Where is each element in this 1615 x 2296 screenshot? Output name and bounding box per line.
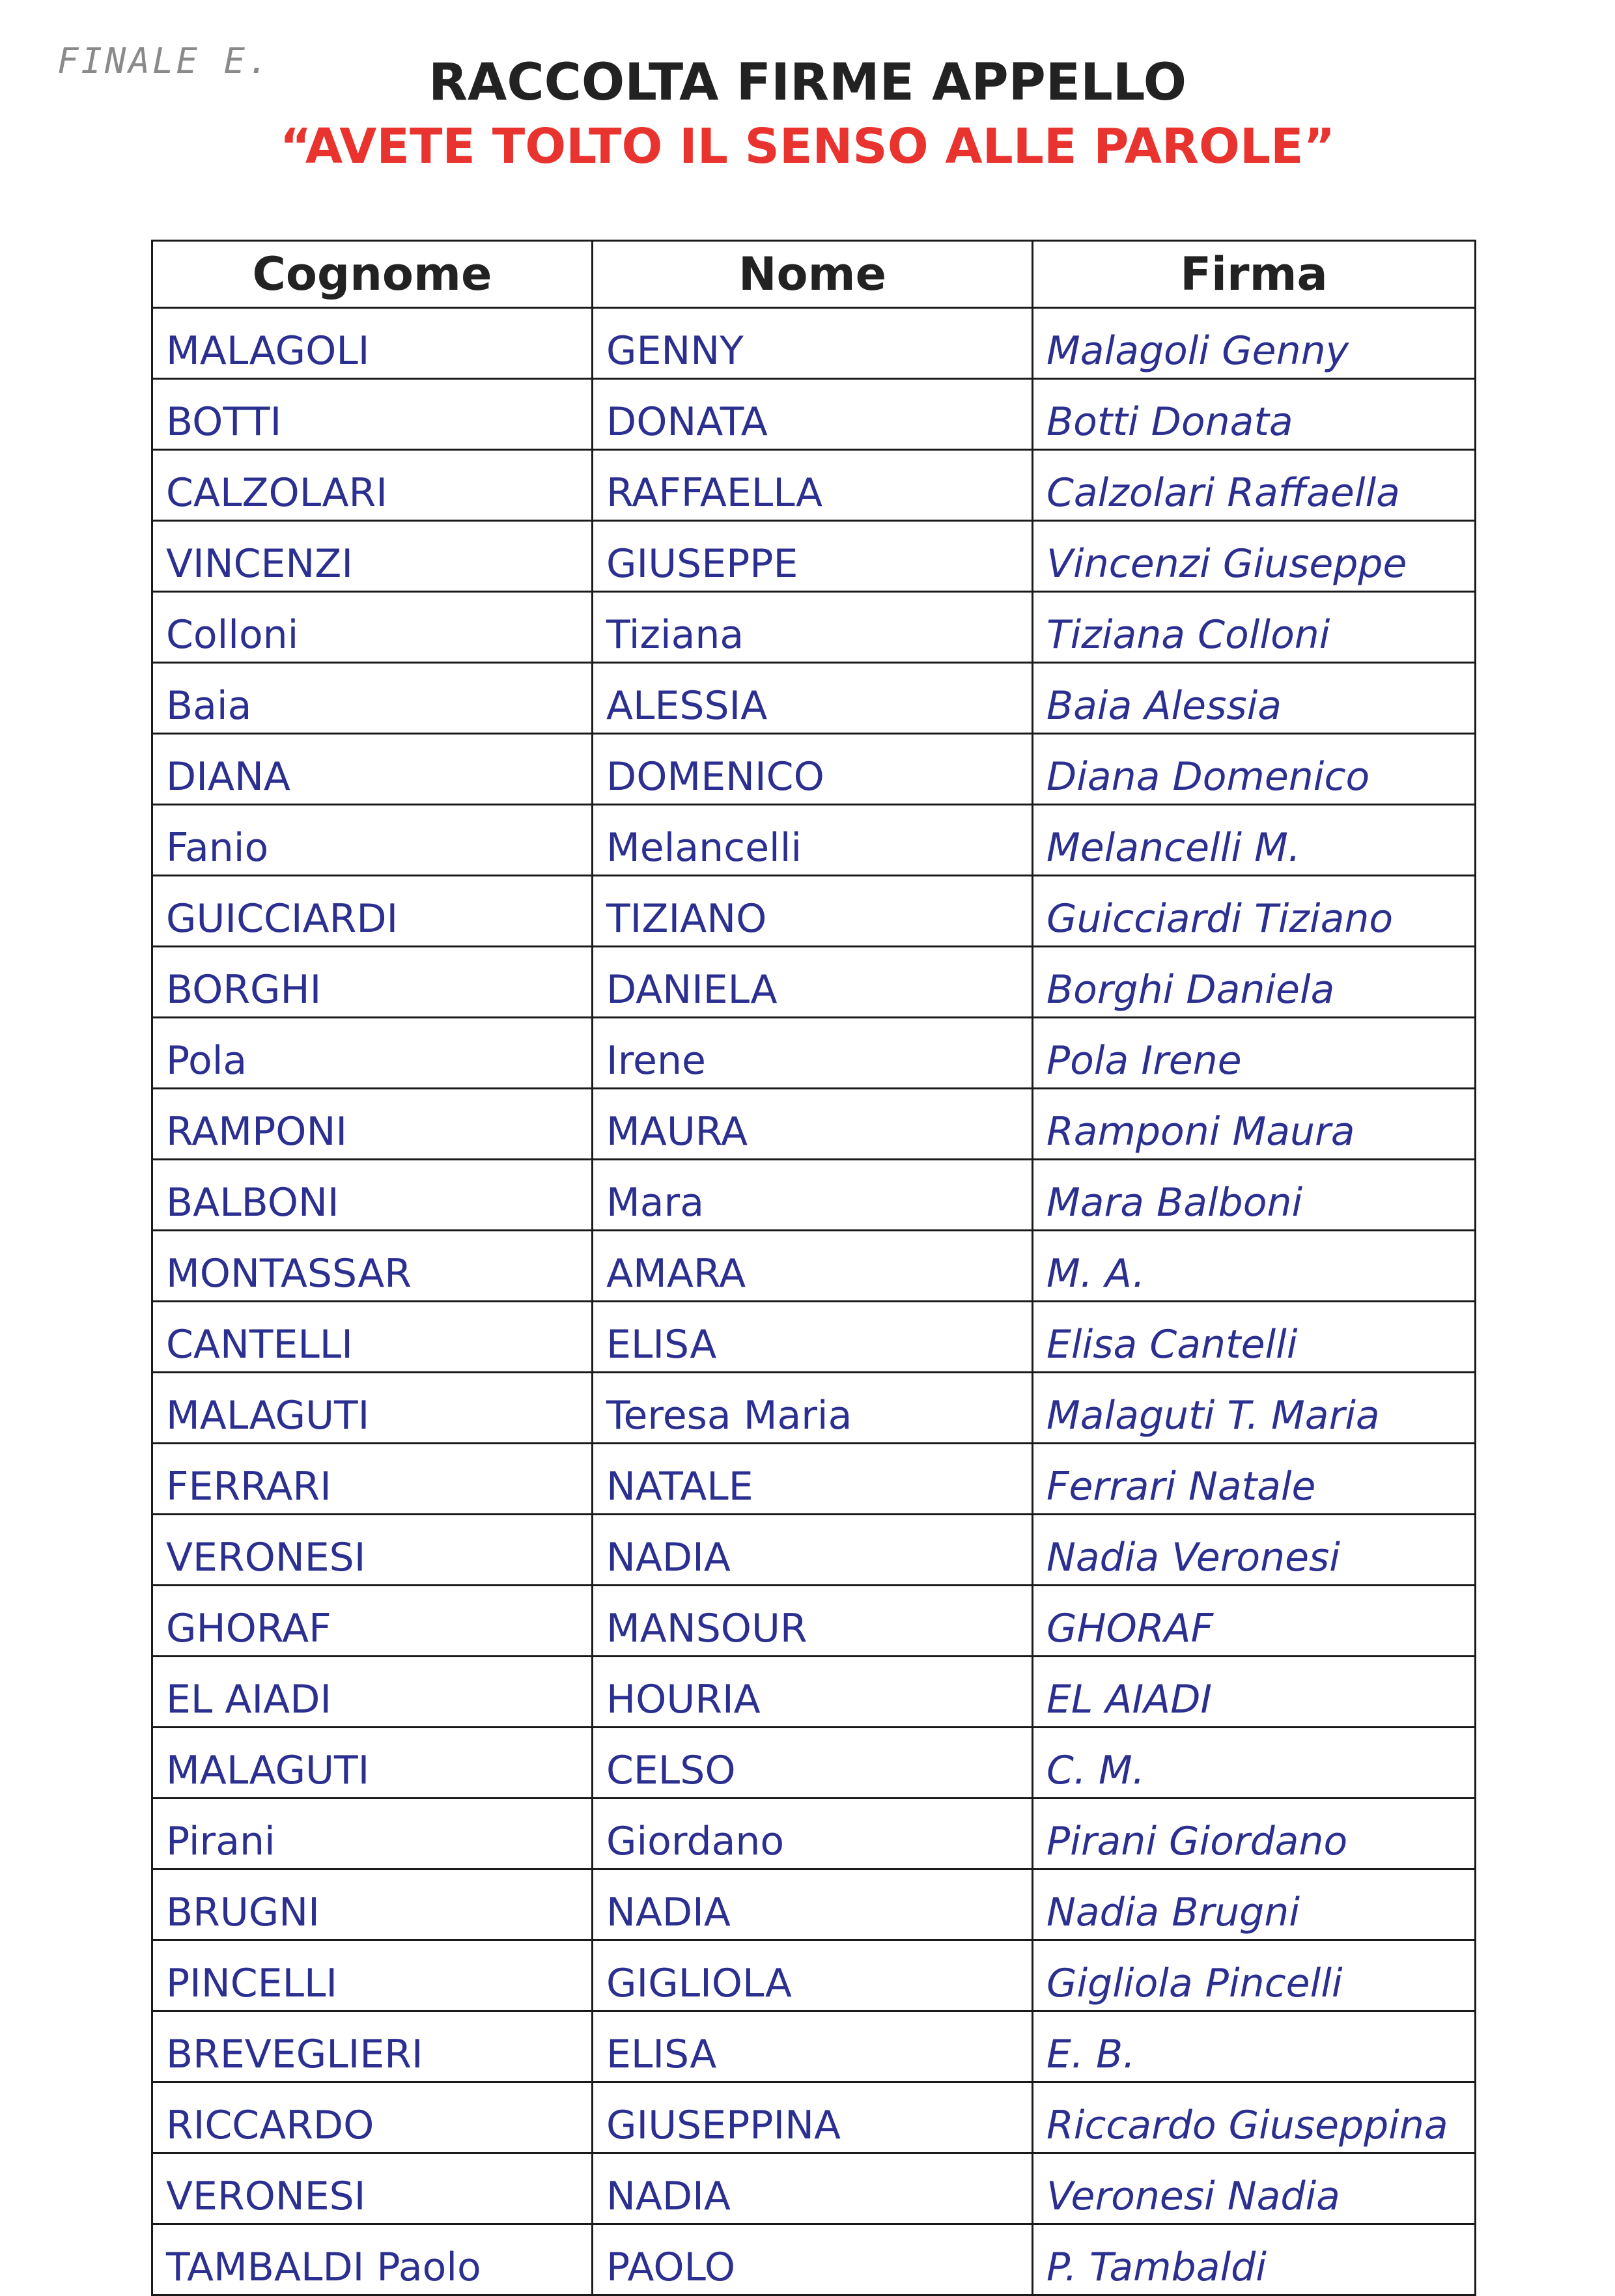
- cell-cognome: EL AIADI: [152, 1657, 593, 1728]
- table-row: [152, 2082, 1476, 2153]
- handwritten-margin-note: FINALE E.: [57, 40, 272, 81]
- cell-nome: PAOLO: [593, 2224, 1033, 2295]
- signature-table: [151, 240, 1476, 2296]
- cell-signature: Diana Domenico: [1033, 734, 1476, 805]
- cell-signature: Nadia Veronesi: [1033, 1515, 1476, 1586]
- cell-signature: Melancelli M.: [1033, 805, 1476, 876]
- cell-signature: Malaguti T. Maria: [1033, 1373, 1476, 1444]
- table-row: [152, 805, 1476, 876]
- table-row: [152, 1160, 1476, 1231]
- cell-nome: DONATA: [593, 379, 1033, 450]
- cell-nome: TIZIANO: [593, 876, 1033, 947]
- cell-cognome: Pola: [152, 1018, 593, 1089]
- cell-nome: MANSOUR: [593, 1586, 1033, 1657]
- table-row: [152, 1444, 1476, 1515]
- cell-signature: Tiziana Colloni: [1033, 592, 1476, 663]
- table-row: [152, 1018, 1476, 1089]
- cell-cognome: TAMBALDI Paolo: [152, 2224, 593, 2295]
- cell-signature: Guicciardi Tiziano: [1033, 876, 1476, 947]
- table-row: [152, 1940, 1476, 2011]
- cell-signature: GHORAF: [1033, 1586, 1476, 1657]
- cell-nome: Melancelli: [593, 805, 1033, 876]
- cell-signature: Veronesi Nadia: [1033, 2153, 1476, 2224]
- cell-nome: DANIELA: [593, 947, 1033, 1018]
- table-row: [152, 1231, 1476, 1302]
- cell-cognome: Colloni: [152, 592, 593, 663]
- cell-nome: GIGLIOLA: [593, 1940, 1033, 2011]
- page-subtitle: “AVETE TOLTO IL SENSO ALLE PAROLE”: [279, 119, 1336, 175]
- cell-signature: Botti Donata: [1033, 379, 1476, 450]
- table-row: [152, 1373, 1476, 1444]
- cell-cognome: RAMPONI: [152, 1089, 593, 1160]
- cell-cognome: FERRARI: [152, 1444, 593, 1515]
- cell-nome: NADIA: [593, 1869, 1033, 1940]
- cell-signature: M. A.: [1033, 1231, 1476, 1302]
- cell-signature: Ramponi Maura: [1033, 1089, 1476, 1160]
- cell-signature: Borghi Daniela: [1033, 947, 1476, 1018]
- table-row: [152, 663, 1476, 734]
- cell-nome: CELSO: [593, 1728, 1033, 1799]
- table-row: [152, 1799, 1476, 1869]
- table-row: [152, 734, 1476, 805]
- cell-nome: RAFFAELLA: [593, 450, 1033, 521]
- cell-signature: Pirani Giordano: [1033, 1799, 1476, 1869]
- cell-cognome: GUICCIARDI: [152, 876, 593, 947]
- cell-signature: P. Tambaldi: [1033, 2224, 1476, 2295]
- page-title: RACCOLTA FIRME APPELLO: [428, 53, 1187, 112]
- table-row: [152, 308, 1476, 379]
- cell-cognome: VERONESI: [152, 2153, 593, 2224]
- table-row: [152, 2224, 1476, 2295]
- cell-nome: Teresa Maria: [593, 1373, 1033, 1444]
- cell-cognome: BRUGNI: [152, 1869, 593, 1940]
- cell-signature: Nadia Brugni: [1033, 1869, 1476, 1940]
- cell-signature: Calzolari Raffaella: [1033, 450, 1476, 521]
- cell-cognome: VERONESI: [152, 1515, 593, 1586]
- table-row: [152, 1728, 1476, 1799]
- header-row: [152, 241, 1476, 308]
- cell-nome: NADIA: [593, 2153, 1033, 2224]
- cell-signature: Riccardo Giuseppina: [1033, 2082, 1476, 2153]
- table-row: [152, 450, 1476, 521]
- cell-cognome: Fanio: [152, 805, 593, 876]
- cell-signature: Gigliola Pincelli: [1033, 1940, 1476, 2011]
- cell-cognome: DIANA: [152, 734, 593, 805]
- table-row: [152, 1515, 1476, 1586]
- cell-signature: E. B.: [1033, 2011, 1476, 2082]
- cell-cognome: VINCENZI: [152, 521, 593, 592]
- table-row: [152, 876, 1476, 947]
- column-header-firma: Firma: [1033, 241, 1476, 308]
- table-body: [152, 308, 1476, 2295]
- cell-nome: GIUSEPPINA: [593, 2082, 1033, 2153]
- column-header-nome: Nome: [593, 241, 1033, 308]
- cell-nome: Mara: [593, 1160, 1033, 1231]
- cell-nome: GIUSEPPE: [593, 521, 1033, 592]
- table-row: [152, 1302, 1476, 1373]
- cell-nome: NATALE: [593, 1444, 1033, 1515]
- cell-nome: ELISA: [593, 2011, 1033, 2082]
- table-row: [152, 379, 1476, 450]
- cell-nome: GENNY: [593, 308, 1033, 379]
- cell-nome: Tiziana: [593, 592, 1033, 663]
- cell-cognome: PINCELLI: [152, 1940, 593, 2011]
- cell-nome: Irene: [593, 1018, 1033, 1089]
- cell-signature: C. M.: [1033, 1728, 1476, 1799]
- cell-signature: Mara Balboni: [1033, 1160, 1476, 1231]
- cell-nome: DOMENICO: [593, 734, 1033, 805]
- cell-cognome: MALAGUTI: [152, 1373, 593, 1444]
- cell-cognome: RICCARDO: [152, 2082, 593, 2153]
- cell-signature: Elisa Cantelli: [1033, 1302, 1476, 1373]
- cell-signature: Malagoli Genny: [1033, 308, 1476, 379]
- cell-signature: Ferrari Natale: [1033, 1444, 1476, 1515]
- cell-signature: EL AIADI: [1033, 1657, 1476, 1728]
- column-header-cognome: Cognome: [152, 241, 593, 308]
- cell-cognome: CANTELLI: [152, 1302, 593, 1373]
- cell-signature: Pola Irene: [1033, 1018, 1476, 1089]
- table-row: [152, 592, 1476, 663]
- cell-nome: HOURIA: [593, 1657, 1033, 1728]
- cell-nome: AMARA: [593, 1231, 1033, 1302]
- cell-cognome: BREVEGLIERI: [152, 2011, 593, 2082]
- table-header: [152, 241, 1476, 308]
- table-row: [152, 2153, 1476, 2224]
- table-row: [152, 947, 1476, 1018]
- cell-cognome: BOTTI: [152, 379, 593, 450]
- table-row: [152, 2011, 1476, 2082]
- cell-cognome: MALAGOLI: [152, 308, 593, 379]
- cell-cognome: Baia: [152, 663, 593, 734]
- table-row: [152, 521, 1476, 592]
- table-row: [152, 1869, 1476, 1940]
- cell-cognome: BORGHI: [152, 947, 593, 1018]
- table-row: [152, 1586, 1476, 1657]
- cell-nome: ALESSIA: [593, 663, 1033, 734]
- cell-cognome: BALBONI: [152, 1160, 593, 1231]
- cell-cognome: GHORAF: [152, 1586, 593, 1657]
- cell-cognome: CALZOLARI: [152, 450, 593, 521]
- cell-cognome: Pirani: [152, 1799, 593, 1869]
- table-row: [152, 1657, 1476, 1728]
- cell-nome: Giordano: [593, 1799, 1033, 1869]
- cell-cognome: MONTASSAR: [152, 1231, 593, 1302]
- cell-nome: MAURA: [593, 1089, 1033, 1160]
- cell-signature: Baia Alessia: [1033, 663, 1476, 734]
- cell-nome: ELISA: [593, 1302, 1033, 1373]
- cell-cognome: MALAGUTI: [152, 1728, 593, 1799]
- cell-signature: Vincenzi Giuseppe: [1033, 521, 1476, 592]
- cell-nome: NADIA: [593, 1515, 1033, 1586]
- table-row: [152, 1089, 1476, 1160]
